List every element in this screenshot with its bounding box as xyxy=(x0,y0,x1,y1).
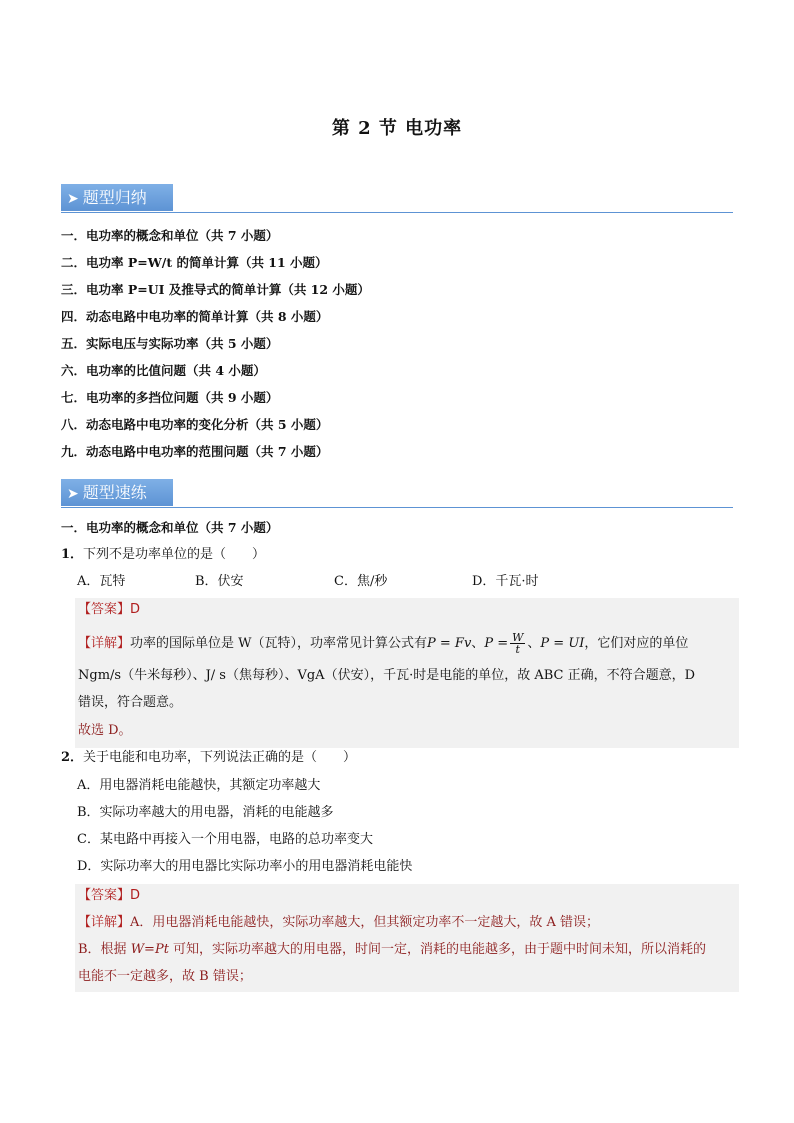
topic-item: 五．实际电压与实际功率（共 5 小题） xyxy=(61,336,279,351)
formula: W=Pt xyxy=(130,942,169,957)
topic-item: 二．电功率 P=W/t 的简单计算（共 11 小题） xyxy=(61,255,328,270)
answer-box-2 xyxy=(75,884,739,992)
question-1 xyxy=(61,545,265,565)
topic-item: 九．动态电路中电功率的范围问题（共 7 小题） xyxy=(61,444,329,459)
option-d: D．实际功率大的用电器比实际功率小的用电器消耗电能快 xyxy=(77,859,413,874)
answer-line xyxy=(78,886,140,906)
section-banner-summary xyxy=(61,184,733,211)
answer-label: 【答案】 xyxy=(78,888,131,903)
conclusion: 故选 D。 xyxy=(78,723,132,738)
topic-list xyxy=(61,226,721,469)
answer-value: D xyxy=(130,602,141,617)
section-label: 题型速练 xyxy=(82,483,147,502)
detail-line xyxy=(78,632,688,655)
option-c: C．某电路中再接入一个用电器，电路的总功率变大 xyxy=(77,832,373,847)
topic-item: 七．电功率的多挡位问题（共 9 小题） xyxy=(61,390,279,405)
detail-text: A．用电器消耗电能越快，实际功率越大，但其额定功率不一定越大，故 A 错误； xyxy=(130,915,600,930)
option-d: D．千瓦·时 xyxy=(472,574,539,589)
detail-text: 功率的国际单位是 W（瓦特），功率常见计算公式有 xyxy=(130,636,428,651)
group-title: 一．电功率的概念和单位（共 7 小题） xyxy=(61,520,279,535)
answer-value: D xyxy=(130,888,141,903)
question-2 xyxy=(61,748,356,768)
detail-line: Ngm/s（牛米每秒）、J/ s（焦每秒）、VgA（伏安），千瓦·时是电能的单位，故 ABC 正确，不符合题意，D xyxy=(78,668,696,683)
answer-label: 【答案】 xyxy=(78,602,131,617)
section-tag xyxy=(61,479,173,506)
option-b: B．伏安 xyxy=(195,574,244,589)
detail-text: ，它们对应的单位 xyxy=(584,636,689,651)
detail-line: 错误，符合题意。 xyxy=(78,695,183,710)
topic-item: 四．动态电路中电功率的简单计算（共 8 小题） xyxy=(61,309,329,324)
detail-label: 【详解】 xyxy=(78,636,131,651)
arrow-right-icon: ➤ xyxy=(67,486,79,502)
detail-text: B．根据 xyxy=(78,942,131,957)
section-tag xyxy=(61,184,173,211)
answer-line xyxy=(78,600,140,620)
topic-item: 一．电功率的概念和单位（共 7 小题） xyxy=(61,228,279,243)
section-banner-practice xyxy=(61,479,733,506)
fraction xyxy=(510,632,525,655)
detail-text: 可知，实际功率越大的用电器，时间一定，消耗的电能越多，由于题中时间未知，所以消耗的 xyxy=(168,942,707,957)
section-label: 题型归纳 xyxy=(82,188,147,207)
question-stem: 下列不是功率单位的是（ ） xyxy=(83,547,266,562)
formula: P = xyxy=(484,636,509,651)
detail-line xyxy=(78,913,599,933)
page-title: 第 2 节 电功率 xyxy=(331,118,463,139)
question-1-options xyxy=(77,572,677,592)
answer-box-1 xyxy=(75,598,739,748)
arrow-right-icon: ➤ xyxy=(67,191,79,207)
question-number: 2． xyxy=(61,750,84,765)
question-stem: 关于电能和电功率，下列说法正确的是（ ） xyxy=(83,750,357,765)
formula: P = Fv xyxy=(427,636,472,651)
option-a: A．用电器消耗电能越快，其额定功率越大 xyxy=(77,778,321,793)
separator: 、 xyxy=(527,636,541,651)
fraction-denominator: t xyxy=(515,643,520,656)
detail-line xyxy=(78,940,706,960)
divider xyxy=(61,212,733,213)
fraction-numerator: W xyxy=(512,631,524,644)
topic-item: 六．电功率的比值问题（共 4 小题） xyxy=(61,363,266,378)
detail-label: 【详解】 xyxy=(78,915,131,930)
separator: 、 xyxy=(471,636,485,651)
formula: P = UI xyxy=(540,636,585,651)
option-b: B．实际功率越大的用电器，消耗的电能越多 xyxy=(77,805,334,820)
detail-line: 电能不一定越多，故 B 错误； xyxy=(78,969,252,984)
topic-item: 三．电功率 P=UI 及推导式的简单计算（共 12 小题） xyxy=(61,282,370,297)
question-number: 1． xyxy=(61,547,84,562)
option-a: A．瓦特 xyxy=(77,574,126,589)
divider xyxy=(61,507,733,508)
topic-item: 八．动态电路中电功率的变化分析（共 5 小题） xyxy=(61,417,329,432)
option-c: C．焦/秒 xyxy=(334,574,388,589)
